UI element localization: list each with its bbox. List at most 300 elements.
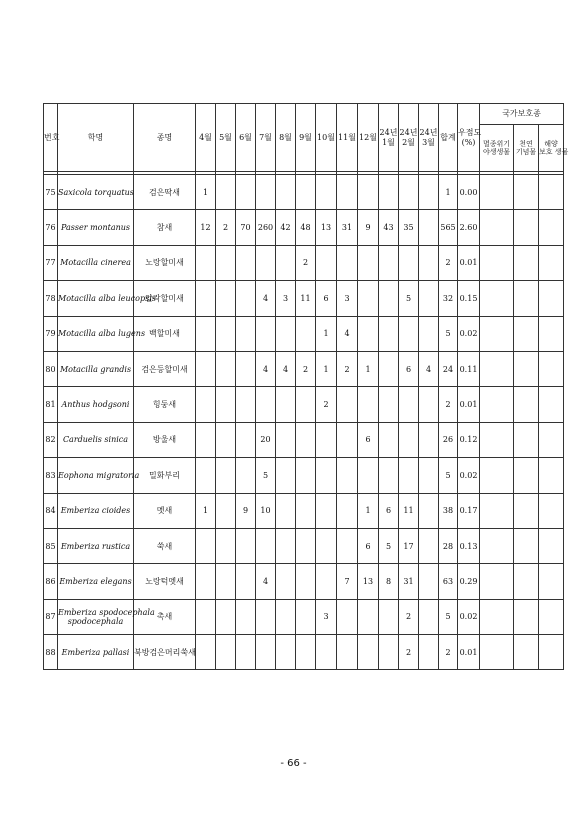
endangered-cell: [480, 281, 514, 316]
count-cell: [236, 458, 256, 493]
count-cell: [216, 599, 236, 634]
header-month: 9월: [296, 104, 316, 172]
table-row: [44, 458, 564, 493]
count-cell: [276, 175, 296, 210]
count-cell: [379, 316, 399, 351]
count-cell: 1: [316, 316, 337, 351]
table-row: [44, 175, 564, 210]
header-month: 12월: [358, 104, 379, 172]
korean-name: 알락할미새: [134, 281, 196, 316]
count-cell: [256, 387, 276, 422]
endangered-cell: [480, 493, 514, 528]
count-cell: 1: [358, 351, 379, 386]
row-number: 75: [44, 175, 58, 210]
scientific-name-line: Emberiza rustica: [60, 541, 131, 551]
row-number: 78: [44, 281, 58, 316]
count-cell: [316, 528, 337, 563]
count-cell: 9: [358, 210, 379, 245]
scientific-name: [58, 422, 134, 457]
header-month: 7월: [256, 104, 276, 172]
count-cell: 2: [296, 245, 316, 280]
row-number: 77: [44, 245, 58, 280]
marine-cell: [539, 351, 564, 386]
count-cell: [316, 564, 337, 599]
count-cell: [316, 175, 337, 210]
count-cell: [379, 422, 399, 457]
scientific-name-line: Emberiza pallasi: [61, 647, 130, 657]
count-cell: 31: [337, 210, 358, 245]
row-number: 84: [44, 493, 58, 528]
count-cell: [399, 175, 419, 210]
korean-name: 검은딱새: [134, 175, 196, 210]
count-cell: [358, 316, 379, 351]
count-cell: [216, 635, 236, 670]
count-cell: 2: [399, 599, 419, 634]
count-cell: [216, 528, 236, 563]
count-cell: [419, 458, 439, 493]
row-number: 79: [44, 316, 58, 351]
count-cell: [419, 175, 439, 210]
count-cell: [419, 281, 439, 316]
total-cell: 5: [439, 458, 458, 493]
dominance-cell: 0.29: [458, 564, 480, 599]
count-cell: [358, 175, 379, 210]
count-cell: 4: [276, 351, 296, 386]
count-cell: [296, 422, 316, 457]
endangered-cell: [480, 422, 514, 457]
monument-cell: [514, 210, 539, 245]
count-cell: [216, 422, 236, 457]
table-row: [44, 635, 564, 670]
scientific-name-line: Saxicola torquatus: [58, 187, 134, 197]
count-cell: 4: [256, 564, 276, 599]
count-cell: [399, 458, 419, 493]
monument-cell: [514, 316, 539, 351]
korean-name: 검은등할미새: [134, 351, 196, 386]
count-cell: [236, 387, 256, 422]
scientific-name: [58, 175, 134, 210]
dominance-cell: 0.17: [458, 493, 480, 528]
scientific-name-line: Carduelis sinica: [62, 435, 129, 445]
count-cell: [276, 493, 296, 528]
count-cell: 8: [379, 564, 399, 599]
count-cell: [379, 245, 399, 280]
header-natural-monument: 천연 기념물: [514, 125, 539, 172]
marine-cell: [539, 245, 564, 280]
scientific-name-line: Emberiza spodocephala: [58, 607, 155, 617]
count-cell: [337, 422, 358, 457]
count-cell: 260: [256, 210, 276, 245]
dominance-cell: 0.00: [458, 175, 480, 210]
korean-name: 북방검은머리쑥새: [134, 635, 196, 670]
scientific-name: [58, 458, 140, 493]
total-cell: 38: [439, 493, 458, 528]
count-cell: [216, 493, 236, 528]
count-cell: [379, 175, 399, 210]
count-cell: 2: [216, 210, 236, 245]
count-cell: 6: [379, 493, 399, 528]
monument-cell: [514, 528, 539, 563]
count-cell: [276, 245, 296, 280]
endangered-cell: [480, 599, 514, 634]
scientific-name: [58, 599, 155, 634]
count-cell: [196, 599, 216, 634]
header-month: 5월: [216, 104, 236, 172]
count-cell: [379, 635, 399, 670]
scientific-name: [58, 387, 134, 422]
dominance-cell: 0.02: [458, 316, 480, 351]
count-cell: 1: [196, 175, 216, 210]
scientific-name: [58, 316, 146, 351]
count-cell: [337, 387, 358, 422]
count-cell: [196, 245, 216, 280]
count-cell: [236, 316, 256, 351]
count-cell: [337, 635, 358, 670]
total-cell: 26: [439, 422, 458, 457]
count-cell: 2: [399, 635, 419, 670]
marine-cell: [539, 281, 564, 316]
count-cell: [296, 316, 316, 351]
scientific-name: [58, 210, 134, 245]
count-cell: [196, 458, 216, 493]
count-cell: [337, 458, 358, 493]
row-number: 81: [44, 387, 58, 422]
table-row: [44, 564, 564, 599]
endangered-cell: [480, 528, 514, 563]
monument-cell: [514, 635, 539, 670]
count-cell: [196, 528, 216, 563]
scientific-name: [58, 245, 134, 280]
count-cell: 11: [399, 493, 419, 528]
count-cell: [216, 316, 236, 351]
header-month: 8월: [276, 104, 296, 172]
endangered-cell: [480, 351, 514, 386]
endangered-cell: [480, 210, 514, 245]
monument-cell: [514, 387, 539, 422]
count-cell: 5: [399, 281, 419, 316]
count-cell: [216, 564, 236, 599]
count-cell: [196, 635, 216, 670]
count-cell: 10: [256, 493, 276, 528]
table-row: [44, 316, 564, 351]
count-cell: [276, 599, 296, 634]
bird-survey-table: [43, 103, 569, 670]
count-cell: [256, 175, 276, 210]
count-cell: [358, 387, 379, 422]
marine-cell: [539, 387, 564, 422]
count-cell: 5: [256, 458, 276, 493]
header-korean-name: 종명: [134, 104, 196, 172]
table-row: [44, 528, 564, 563]
row-number: 76: [44, 210, 58, 245]
marine-cell: [539, 210, 564, 245]
table-body: [44, 172, 564, 670]
count-cell: [358, 635, 379, 670]
count-cell: [276, 316, 296, 351]
count-cell: [337, 528, 358, 563]
korean-name: 힝둥새: [134, 387, 196, 422]
marine-cell: [539, 175, 564, 210]
count-cell: [236, 175, 256, 210]
count-cell: [276, 635, 296, 670]
count-cell: 70: [236, 210, 256, 245]
count-cell: [419, 493, 439, 528]
total-cell: 32: [439, 281, 458, 316]
count-cell: [196, 351, 216, 386]
count-cell: [236, 528, 256, 563]
count-cell: [419, 316, 439, 351]
count-cell: [236, 351, 256, 386]
scientific-name-line: Motacilla alba lugens: [58, 329, 146, 339]
count-cell: [256, 528, 276, 563]
count-cell: 48: [296, 210, 316, 245]
count-cell: 4: [256, 281, 276, 316]
scientific-name-line: Anthus hodgsoni: [61, 399, 130, 409]
dominance-cell: 0.01: [458, 635, 480, 670]
scientific-name-line: Motacilla grandis: [59, 364, 132, 374]
count-cell: 5: [379, 528, 399, 563]
total-cell: 2: [439, 245, 458, 280]
scientific-name-line: Emberiza cioides: [60, 506, 131, 516]
monument-cell: [514, 245, 539, 280]
endangered-cell: [480, 387, 514, 422]
endangered-cell: [480, 245, 514, 280]
monument-cell: [514, 493, 539, 528]
header-month: 10월: [316, 104, 337, 172]
row-number: 80: [44, 351, 58, 386]
header-month-24-3: 24년 3월: [419, 104, 439, 172]
korean-name: 쑥새: [134, 528, 196, 563]
korean-name: 방울새: [134, 422, 196, 457]
count-cell: [196, 387, 216, 422]
count-cell: [236, 564, 256, 599]
marine-cell: [539, 599, 564, 634]
count-cell: 7: [337, 564, 358, 599]
header-month: 11월: [337, 104, 358, 172]
endangered-cell: [480, 458, 514, 493]
count-cell: [379, 458, 399, 493]
count-cell: [216, 281, 236, 316]
count-cell: [296, 387, 316, 422]
count-cell: [276, 458, 296, 493]
table-header-row: [44, 104, 564, 125]
count-cell: [216, 175, 236, 210]
row-number: 87: [44, 599, 58, 634]
monument-cell: [514, 175, 539, 210]
count-cell: 13: [316, 210, 337, 245]
endangered-cell: [480, 316, 514, 351]
count-cell: 1: [316, 351, 337, 386]
count-cell: 11: [296, 281, 316, 316]
count-cell: 6: [399, 351, 419, 386]
count-cell: 1: [358, 493, 379, 528]
header-month: 6월: [236, 104, 256, 172]
count-cell: [196, 316, 216, 351]
header-month: 4월: [196, 104, 216, 172]
count-cell: [419, 210, 439, 245]
count-cell: [316, 635, 337, 670]
count-cell: 13: [358, 564, 379, 599]
count-cell: 12: [196, 210, 216, 245]
scientific-name-line: Motacilla alba leucopsis: [58, 293, 156, 303]
count-cell: [276, 387, 296, 422]
dominance-cell: 0.02: [458, 599, 480, 634]
monument-cell: [514, 281, 539, 316]
endangered-cell: [480, 564, 514, 599]
table-row: [44, 351, 564, 386]
total-cell: 2: [439, 387, 458, 422]
count-cell: [256, 599, 276, 634]
count-cell: [296, 493, 316, 528]
header-marine-protected: 해양 보호 생물: [539, 125, 564, 172]
count-cell: 1: [196, 493, 216, 528]
count-cell: 3: [276, 281, 296, 316]
count-cell: [296, 564, 316, 599]
count-cell: [216, 245, 236, 280]
count-cell: [337, 175, 358, 210]
marine-cell: [539, 528, 564, 563]
marine-cell: [539, 564, 564, 599]
count-cell: [256, 635, 276, 670]
count-cell: [216, 351, 236, 386]
scientific-name: [58, 564, 134, 599]
count-cell: [316, 458, 337, 493]
count-cell: 4: [337, 316, 358, 351]
header-month-24-1: 24년 1월: [379, 104, 399, 172]
marine-cell: [539, 493, 564, 528]
count-cell: 4: [419, 351, 439, 386]
count-cell: 17: [399, 528, 419, 563]
count-cell: 35: [399, 210, 419, 245]
row-number: 85: [44, 528, 58, 563]
count-cell: [358, 245, 379, 280]
scientific-name: [58, 351, 134, 386]
count-cell: [236, 281, 256, 316]
row-number: 82: [44, 422, 58, 457]
header-dominance: 우점도 (%): [458, 104, 480, 172]
count-cell: [296, 635, 316, 670]
count-cell: [276, 422, 296, 457]
marine-cell: [539, 422, 564, 457]
count-cell: [296, 528, 316, 563]
header-scientific-name: 학명: [58, 104, 134, 172]
monument-cell: [514, 458, 539, 493]
page-number: - 66 -: [280, 758, 307, 769]
count-cell: [196, 564, 216, 599]
count-cell: 6: [358, 528, 379, 563]
korean-name: 참새: [134, 210, 196, 245]
header-endangered: 멸종위기 야생생물: [480, 125, 514, 172]
monument-cell: [514, 564, 539, 599]
count-cell: [358, 281, 379, 316]
count-cell: [236, 245, 256, 280]
total-cell: 2: [439, 635, 458, 670]
dominance-cell: 0.15: [458, 281, 480, 316]
korean-name: 촉새: [134, 599, 196, 634]
total-cell: 5: [439, 599, 458, 634]
count-cell: [296, 599, 316, 634]
korean-name: 멧새: [134, 493, 196, 528]
count-cell: [276, 564, 296, 599]
scientific-name-line: spodocephala: [67, 616, 124, 626]
row-number: 86: [44, 564, 58, 599]
count-cell: 6: [316, 281, 337, 316]
count-cell: [256, 245, 276, 280]
count-cell: [379, 351, 399, 386]
count-cell: [419, 245, 439, 280]
count-cell: [276, 528, 296, 563]
count-cell: 2: [337, 351, 358, 386]
count-cell: 3: [316, 599, 337, 634]
korean-name: 백할미새: [134, 316, 196, 351]
count-cell: [419, 599, 439, 634]
count-cell: [419, 564, 439, 599]
count-cell: [379, 281, 399, 316]
header-month-24-2: 24년 2월: [399, 104, 419, 172]
count-cell: [256, 316, 276, 351]
count-cell: [379, 599, 399, 634]
count-cell: [419, 387, 439, 422]
table-row: [44, 422, 564, 457]
table-row: [44, 387, 564, 422]
dominance-cell: 0.01: [458, 387, 480, 422]
header-total: 합계: [439, 104, 458, 172]
marine-cell: [539, 316, 564, 351]
count-cell: [296, 458, 316, 493]
dominance-cell: 0.13: [458, 528, 480, 563]
count-cell: [419, 635, 439, 670]
table-row: [44, 281, 564, 316]
count-cell: [236, 599, 256, 634]
count-cell: 42: [276, 210, 296, 245]
dominance-cell: 2.60: [458, 210, 480, 245]
table-row: [44, 493, 564, 528]
count-cell: [337, 493, 358, 528]
count-cell: [196, 422, 216, 457]
dominance-cell: 0.02: [458, 458, 480, 493]
count-cell: [358, 599, 379, 634]
scientific-name-line: Passer montanus: [60, 222, 131, 232]
table-row: [44, 245, 564, 280]
endangered-cell: [480, 175, 514, 210]
scientific-name-line: Eophona migratoria: [58, 470, 140, 480]
row-number: 83: [44, 458, 58, 493]
count-cell: [236, 635, 256, 670]
count-cell: [358, 458, 379, 493]
total-cell: 1: [439, 175, 458, 210]
table-row: [44, 599, 564, 634]
count-cell: [296, 175, 316, 210]
scientific-name: [58, 493, 134, 528]
dominance-cell: 0.12: [458, 422, 480, 457]
count-cell: [399, 422, 419, 457]
scientific-name-line: Motacilla cinerea: [60, 258, 131, 268]
count-cell: 2: [296, 351, 316, 386]
count-cell: [399, 245, 419, 280]
count-cell: 3: [337, 281, 358, 316]
count-cell: [379, 387, 399, 422]
count-cell: [337, 245, 358, 280]
count-cell: 20: [256, 422, 276, 457]
count-cell: 6: [358, 422, 379, 457]
count-cell: [337, 599, 358, 634]
count-cell: [316, 493, 337, 528]
monument-cell: [514, 422, 539, 457]
header-national-protected: 국가보호종: [480, 104, 564, 125]
count-cell: [236, 422, 256, 457]
korean-name: 밀화부리: [134, 458, 196, 493]
count-cell: 2: [316, 387, 337, 422]
